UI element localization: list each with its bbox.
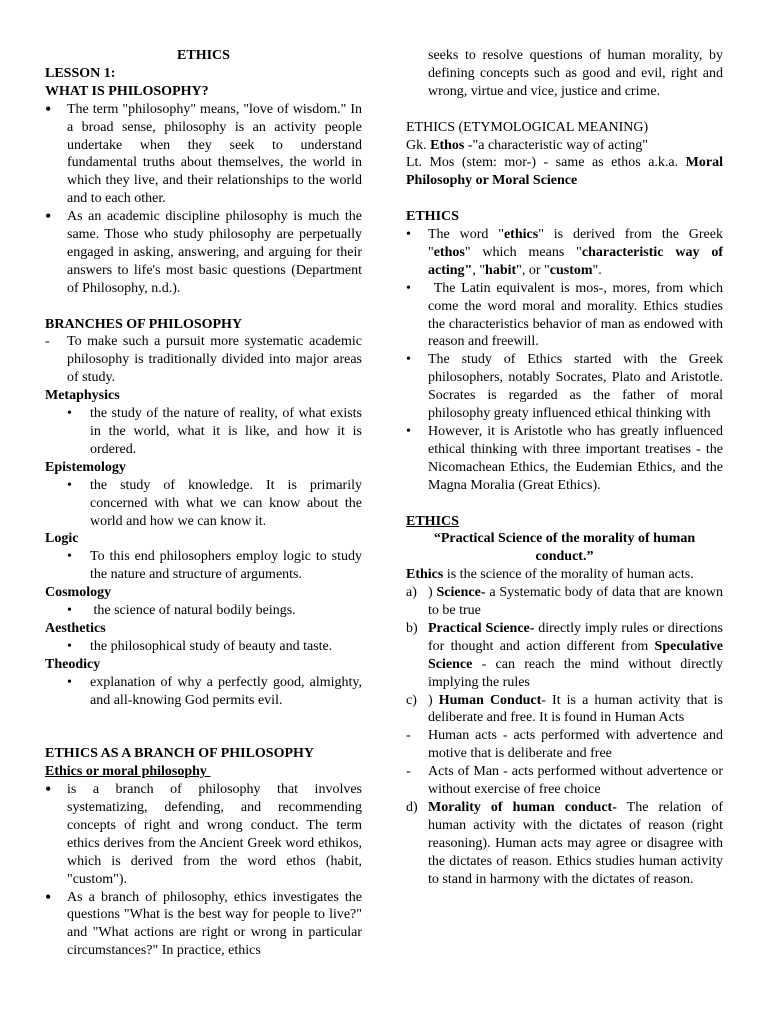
list-item: [45, 477, 362, 531]
list-item: [45, 98, 362, 208]
list-item: [406, 620, 723, 692]
list-item: [45, 674, 362, 710]
what-is-philosophy-heading: WHAT IS PHILOSOPHY?: [45, 83, 209, 99]
bullet-icon: •: [67, 406, 72, 422]
paragraph: seeks to resolve questions of human morality, by defining concepts such as good and evil, right and wrong, virtue and vice, justice and crime.: [428, 48, 723, 99]
list-item: [406, 423, 723, 495]
branch-name: Epistemology: [45, 459, 126, 475]
paragraph: Human acts - acts performed with advertence and motive that is deliberate and free: [428, 728, 723, 762]
list-item: [406, 280, 727, 352]
bullet-icon: •: [406, 280, 411, 296]
bullet-icon: •: [67, 674, 72, 690]
branch-description: the study of knowledge. It is primarily concerned with what we can know about the world and how we can know it.: [90, 477, 362, 529]
paragraph: However, it is Aristotle who has greatly influenced ethical thinking with three important treatises - the Nicomachean Ethics, the Eudemian Ethics, and the Magna Moralia (Great Ethics).: [428, 424, 723, 493]
bullet-icon: •: [406, 227, 411, 243]
list-item: [45, 602, 362, 620]
paragraph: The word "ethics" is derived from the Greek "ethos" which means "characteristic way of acting", "habit", or "custom".: [428, 227, 723, 278]
branches-heading: BRANCHES OF PHILOSOPHY: [45, 316, 243, 332]
branch-name: Theodicy: [45, 656, 101, 672]
branch-description: To this end philosophers employ logic to study the nature and structure of arguments.: [90, 549, 362, 583]
document-title: ETHICS: [177, 48, 230, 63]
list-item: [45, 208, 362, 298]
list-item: [45, 548, 362, 584]
list-item: [45, 638, 362, 656]
bullet-icon: •: [45, 98, 52, 119]
paragraph: is a branch of philosophy that involves systematizing, defending, and recommending concepts of right and wrong conduct. The term ethics derives from the Ancient Greek word ethikos, which is derived from the word ethos (habit, "custom").: [67, 782, 362, 887]
paragraph: To make such a pursuit more systematic academic philosophy is traditionally divided into major areas of study.: [67, 334, 362, 386]
moral-philosophy-heading: Ethics or moral philosophy: [45, 764, 211, 780]
letter-marker: b): [406, 620, 418, 636]
bullet-icon: •: [67, 477, 72, 493]
list-item: [406, 226, 723, 280]
branch-description: the philosophical study of beauty and taste.: [90, 638, 333, 654]
etymology-heading: ETHICS (ETYMOLOGICAL MEANING): [406, 119, 649, 135]
list-item: [45, 405, 362, 459]
list-item: [406, 584, 723, 620]
paragraph: Morality of human conduct- The relation of human activity with the dictates of reason (right reasoning). Human acts may agree or disagree with the dictates of reason. Ethics studies human activity to stand in harmony with the dictates of reason.: [428, 800, 723, 887]
paragraph: The Latin equivalent is mos-, mores, from which come the word moral and morality. Ethics studies the characteristics behavior of man as endowed with reason and freewill.: [428, 280, 727, 350]
definition-line: Ethics is the science of the morality of human acts.: [406, 567, 694, 583]
list-item: [406, 763, 723, 799]
ethics-definition-heading: ETHICS: [406, 513, 459, 529]
bullet-icon: •: [45, 206, 52, 227]
list-item: [406, 351, 723, 423]
branch-name: Logic: [45, 531, 79, 547]
branch-name: Cosmology: [45, 585, 112, 601]
bullet-icon: •: [406, 424, 411, 439]
bullet-icon: •: [45, 779, 52, 800]
paragraph: ) Science- a Systematic body of data that are known to be true: [428, 585, 723, 619]
continued-paragraph: [406, 47, 723, 101]
letter-marker: a): [406, 585, 417, 601]
letter-marker: d): [406, 800, 418, 816]
paragraph: As an academic discipline philosophy is much the same. Those who study philosophy are perpetually engaged in asking, answering, and arguing for their answers to life's most basic questions (Department of Philosophy, n.d.).: [67, 209, 362, 296]
bullet-icon: •: [67, 638, 72, 654]
dash-marker: -: [45, 334, 50, 350]
list-item: [406, 727, 723, 763]
dash-marker: -: [406, 764, 411, 780]
dash-marker: -: [406, 728, 411, 744]
right-column: [406, 47, 727, 889]
etymology-greek: Gk. Ethos -"a characteristic way of acting": [406, 137, 648, 153]
branch-name: Metaphysics: [45, 388, 120, 404]
branch-description: the study of the nature of reality, of what exists in the world, what it is like, and how it is ordered.: [90, 406, 362, 457]
etymology-latin: Lt. Mos (stem: mor-) - same as ethos a.k.a. Moral Philosophy or Moral Science: [406, 155, 723, 189]
bullet-icon: •: [67, 549, 72, 565]
ethics-heading: ETHICS: [406, 209, 459, 225]
list-item: [45, 333, 362, 387]
paragraph: ) Human Conduct- It is a human activity that is deliberate and free. It is found in Human Acts: [428, 692, 724, 726]
list-item: [45, 781, 362, 888]
ethics-branch-heading: ETHICS AS A BRANCH OF PHILOSOPHY: [45, 746, 315, 762]
paragraph: Practical Science- directly imply rules or directions for thought and action different from Speculative Science - can reach the mind without directly implying the rules: [428, 620, 723, 690]
list-item: [406, 692, 723, 728]
letter-marker: c): [406, 692, 417, 708]
branch-description: the science of natural bodily beings.: [90, 603, 296, 619]
paragraph: The term "philosophy" means, "love of wisdom." In a broad sense, philosophy is an activity people undertake when they seek to understand fundamental truths about themselves, the world in which they live, and their relationships to the world and to each other.: [67, 101, 362, 207]
branch-description: explanation of why a perfectly good, almighty, and all-knowing God permits evil.: [90, 674, 362, 708]
lesson-label: LESSON 1:: [45, 65, 116, 81]
paragraph: The study of Ethics started with the Greek philosophers, notably Socrates, Plato and Aristotle. Socrates is regarded as the father of moral philosophy greaty influenced ethical thinking with: [428, 352, 723, 422]
list-item: [45, 886, 362, 961]
bullet-icon: •: [67, 603, 72, 619]
branch-name: Aesthetics: [45, 620, 106, 636]
list-item: [406, 799, 723, 889]
paragraph: Acts of Man - acts performed without advertence or without exercise of free choice: [428, 764, 723, 798]
paragraph: As a branch of philosophy, ethics investigates the questions "What is the best way for people to live?" and "What actions are right or wrong in particular circumstances?" In practice, ethics: [67, 889, 362, 959]
bullet-icon: •: [45, 886, 52, 907]
bullet-icon: •: [406, 352, 411, 368]
left-column: [45, 47, 362, 960]
definition-quote: “Practical Science of the morality of human conduct.”: [433, 531, 696, 565]
